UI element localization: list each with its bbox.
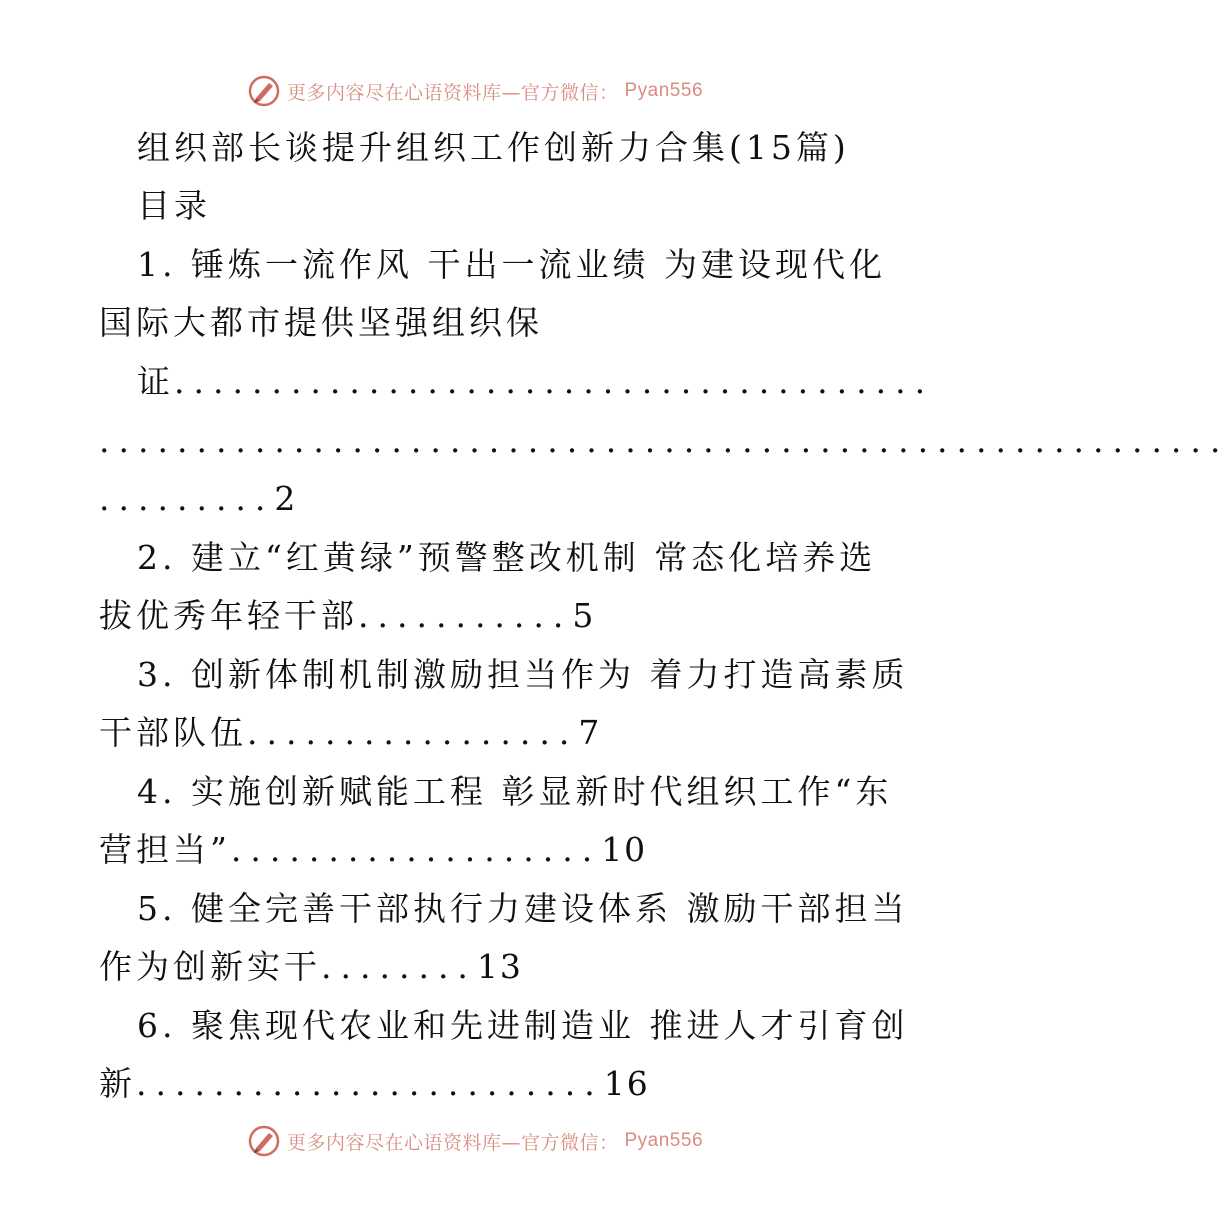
toc-page-number: 5 — [572, 596, 596, 635]
toc-entry-1-line4 — [99, 421, 1229, 461]
watermark-header — [0, 71, 950, 111]
watermark-text-cn: 更多内容尽在心语资料库—官方微信： — [286, 1131, 619, 1154]
toc-leader-dots: ........ — [321, 947, 477, 986]
toc-entry-5-line2 — [99, 947, 523, 987]
toc-leader-dots: .......................................................... — [99, 421, 1229, 460]
toc-entry-1-tail: 证 — [137, 362, 174, 401]
toc-entry-3-line1: 3. 创新体制机制激励担当作为 着力打造高素质 — [137, 655, 909, 694]
toc-entry-1-line1: 1. 锤炼一流作风 干出一流业绩 为建设现代化 — [137, 245, 886, 284]
toc-heading: 目录 — [137, 186, 211, 225]
toc-leader-dots: ................. — [247, 713, 579, 752]
toc-entry-2-line2 — [99, 596, 595, 636]
toc-entry-3-tail: 干部队伍 — [99, 713, 247, 752]
watermark-text-en: Pyan556 — [624, 1130, 704, 1151]
watermark-text-en: Pyan556 — [624, 80, 704, 101]
toc-page-number: 10 — [601, 830, 648, 869]
toc-entry-1-line3 — [137, 362, 934, 402]
toc-entry-1-line2: 国际大都市提供坚强组织保 — [99, 303, 543, 342]
toc-page-number: 2 — [274, 479, 298, 518]
toc-entry-5-tail: 作为创新实干 — [99, 947, 321, 986]
toc-entry-4-line2 — [99, 830, 647, 870]
document-title: 组织部长谈提升组织工作创新力合集(15篇) — [137, 128, 850, 167]
toc-entry-6-tail: 新 — [99, 1064, 136, 1103]
toc-entry-5-line1: 5. 健全完善干部执行力建设体系 激励干部担当 — [137, 889, 909, 928]
toc-leader-dots: ........... — [358, 596, 573, 635]
toc-page-number: 13 — [476, 947, 523, 986]
toc-entry-2-tail: 拔优秀年轻干部 — [99, 596, 358, 635]
toc-entry-3-line2 — [99, 713, 601, 753]
watermark-footer — [0, 1121, 950, 1161]
toc-entry-6-line2 — [99, 1064, 650, 1104]
pen-logo-icon — [247, 1124, 281, 1158]
toc-page-number: 16 — [603, 1064, 650, 1103]
toc-leader-dots: ................... — [230, 830, 602, 869]
toc-entry-2-line1: 2. 建立“红黄绿”预警整改机制 常态化培养选 — [137, 538, 877, 577]
watermark-text-cn: 更多内容尽在心语资料库—官方微信： — [286, 81, 619, 104]
toc-page-number: 7 — [578, 713, 602, 752]
toc-leader-dots: ....................................... — [174, 362, 935, 401]
pen-logo-icon — [247, 74, 281, 108]
toc-entry-6-line1: 6. 聚焦现代农业和先进制造业 推进人才引育创 — [137, 1006, 909, 1045]
toc-entry-1-line5 — [99, 479, 297, 519]
toc-entry-4-tail: 营担当” — [99, 830, 231, 869]
toc-entry-4-line1: 4. 实施创新赋能工程 彰显新时代组织工作“东 — [137, 772, 893, 811]
toc-leader-dots: ......... — [99, 479, 275, 518]
toc-leader-dots: ........................ — [136, 1064, 604, 1103]
